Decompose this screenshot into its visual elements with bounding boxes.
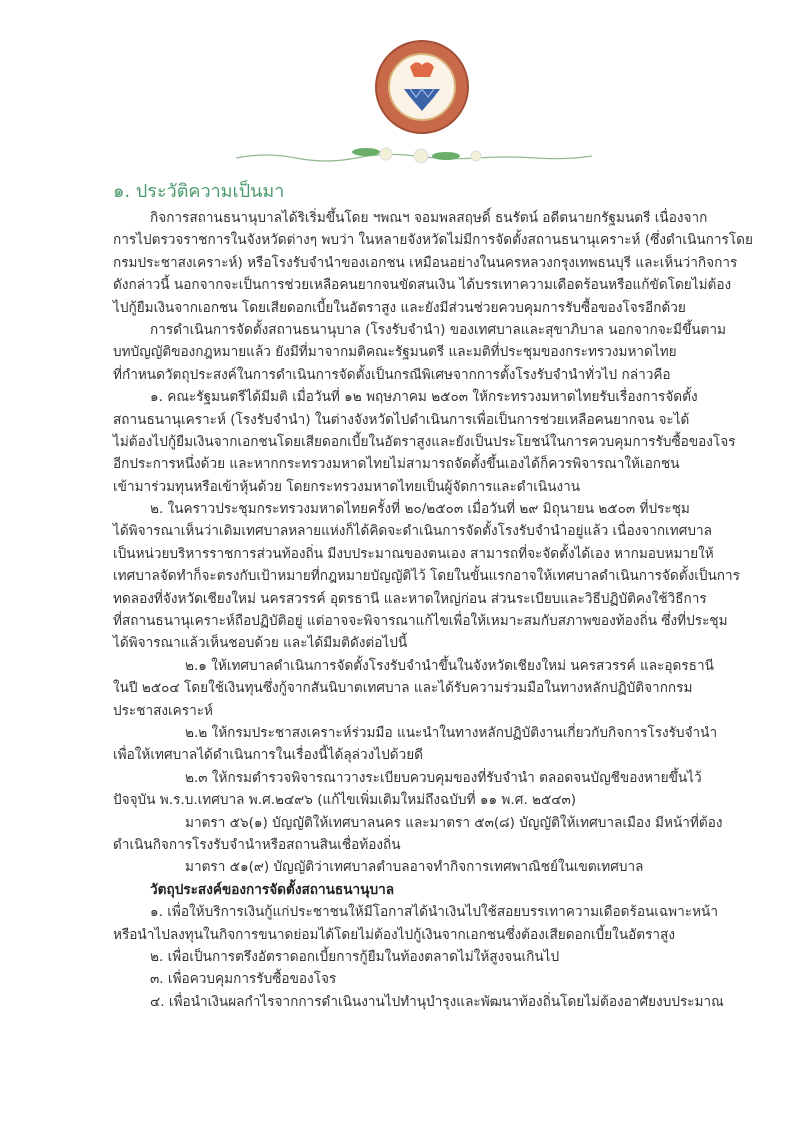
paragraph <box>113 767 733 812</box>
text-line: เพื่อให้เทศบาลได้ดำเนินการในเรื่องนี้ได้ลุล่วงไปด้วยดี <box>113 747 424 764</box>
text-line: ไปกู้ยืมเงินจากเอกชน โดยเสียดอกเบี้ยในอัตราสูง และยังมีส่วนช่วยควบคุมการรับซื้อของโจรอีกด้วย <box>113 299 686 316</box>
text-line: เป็นหน่วยบริหารราชการส่วนท้องถิ่น มีงบประมาณของตนเอง สามารถที่จะจัดตั้งได้เอง หากมอบหมายให้ <box>113 545 714 562</box>
text-line: เข้ามาร่วมทุนหรือเข้าหุ้นด้วย โดยกระทรวงมหาดไทยเป็นผู้จัดการและดำเนินงาน <box>113 478 581 495</box>
paragraph <box>113 498 740 655</box>
text-line: ที่กำหนดวัตถุประสงค์ในการดำเนินการจัดตั้งเป็นกรณีพิเศษจากการตั้งโรงรับจำนำทั่วไป กล่าวคือ <box>113 366 671 383</box>
paragraph <box>113 655 733 722</box>
paragraph <box>113 319 733 386</box>
organization-seal-logo <box>374 39 470 135</box>
paragraph <box>113 722 733 767</box>
text-line: ดังกล่าวนี้ นอกจากจะเป็นการช่วยเหลือคนยากจนขัดสนเงิน ได้บรรเทาความเดือดร้อนหรือแก้ขัดโดยไม่ต้อง <box>113 277 732 294</box>
text-line: ประชาสงเคราะห์ <box>113 702 213 719</box>
text-line: ๑. คณะรัฐมนตรีได้มีมติ เมื่อวันที่ ๑๒ พฤษภาคม ๒๕๐๓ ให้กระทรวงมหาดไทยรับเรื่องการจัดตั้ง <box>150 389 698 406</box>
paragraph <box>113 968 733 990</box>
text-line: มาตรา ๕๑(๙) บัญญัติว่าเทศบาลตำบลอาจทำกิจการเทศพาณิชย์ในเขตเทศบาล <box>185 859 644 876</box>
subsection-heading <box>113 879 733 901</box>
text-line: ดำเนินกิจการโรงรับจำนำหรือสถานสินเชื่อท้องถิ่น <box>113 836 401 853</box>
text-line: ๒. ในคราวประชุมกระทรวงมหาดไทยครั้งที่ ๒๐/๒๕๐๓ เมื่อวันที่ ๒๙ มิถุนายน ๒๕๐๓ ที่ประชุม <box>150 501 690 518</box>
text-line: ปัจจุบัน พ.ร.บ.เทศบาล พ.ศ.๒๔๙๖ (แก้ไขเพิ่มเติมใหม่ถึงฉบับที่ ๑๑ พ.ศ. ๒๕๔๓) <box>113 792 577 809</box>
paragraph <box>113 207 753 319</box>
text-line: ๒.๓ ให้กรมตำรวจพิจารณาวางระเบียบควบคุมของที่รับจำนำ ตลอดจนบัญชีของหายขึ้นไว้ <box>185 769 702 786</box>
text-line: ๔. เพื่อนำเงินผลกำไรจากการดำเนินงานไปทำนุบำรุงและพัฒนาท้องถิ่นโดยไม่ต้องอาศัยงบประมาณ <box>150 993 724 1010</box>
text-line: ๓. เพื่อควบคุมการรับซื้อของโจร <box>150 971 337 988</box>
text-line: อีกประการหนึ่งด้วย และหากกระทรวงมหาดไทยไม่สามารถจัดตั้งขึ้นเองได้ก็ควรพิจารณาให้เอกชน <box>113 456 680 473</box>
text-line: ๒.๑ ให้เทศบาลดำเนินการจัดตั้งโรงรับจำนำขึ้นในจังหวัดเชียงใหม่ นครสวรรค์ และอุดรธานี <box>185 657 714 674</box>
document-body <box>113 207 753 1013</box>
text-line: ทดลองที่จังหวัดเชียงใหม่ นครสวรรค์ อุดรธานี และหาดใหญ่ก่อน ส่วนระเบียบและวิธีปฏิบัติคงใช้วิธีการ <box>113 590 707 607</box>
text-line: ไม่ต้องไปกู้ยืมเงินจากเอกชนโดยเสียดอกเบี้ยในอัตราสูงและยังเป็นประโยชน์ในการควบคุมการรับซื้อของโจร <box>113 433 736 450</box>
text-line: ๑. เพื่อให้บริการเงินกู้แก่ประชาชนให้มีโอกาสได้นำเงินไปใช้สอยบรรเทาความเดือดร้อนเฉพาะหน้า <box>150 904 718 921</box>
text-line: ได้พิจารณาแล้วเห็นชอบด้วย และได้มีมติดังต่อไปนี้ <box>113 635 408 652</box>
text-line: สถานธนานุเคราะห์ (โรงรับจำนำ) ในต่างจังหวัดไปดำเนินการเพื่อเป็นการช่วยเหลือคนยากจน จะได้ <box>113 411 690 428</box>
text-line: การไปตรวจราชการในจังหวัดต่างๆ พบว่า ในหลายจังหวัดไม่มีการจัดตั้งสถานธนานุเคราะห์ (ซึ่งดำเนินการโดย <box>113 232 753 249</box>
text-line: เทศบาลจัดทำก็จะตรงกับเป้าหมายที่กฎหมายบัญญัติไว้ โดยในขั้นแรกอาจให้เทศบาลดำเนินการจัดตั้งเป็นการ <box>113 568 740 585</box>
paragraph <box>113 991 733 1013</box>
paragraph <box>113 901 733 946</box>
decorative-vine-divider <box>236 140 592 166</box>
text-line: กิจการสถานธนานุบาลได้ริเริ่มขึ้นโดย ฯพณฯ จอมพลสฤษดิ์ ธนรัตน์ อดีตนายกรัฐมนตรี เนื่องจาก <box>150 210 708 226</box>
text-line: มาตรา ๕๖(๑) บัญญัติให้เทศบาลนคร และมาตรา ๕๓(๘) บัญญัติให้เทศบาลเมือง มีหน้าที่ต้อง <box>185 814 723 831</box>
text-line: ในปี ๒๕๐๔ โดยใช้เงินทุนซึ่งกู้จากสันนิบาตเทศบาล และได้รับความร่วมมือในทางหลักปฏิบัติจากกรม <box>113 680 693 697</box>
paragraph <box>113 946 733 968</box>
section-heading: ๑. ประวัติความเป็นมา <box>113 181 285 202</box>
text-line: กรมประชาสงเคราะห์) หรือโรงรับจำนำของเอกชน เหมือนอย่างในนครหลวงกรุงเทพธนบุรี และเห็นว่ากิจการ <box>113 254 738 271</box>
text-line: ๒.๒ ให้กรมประชาสงเคราะห์ร่วมมือ แนะนำในทางหลักปฏิบัติงานเกี่ยวกับกิจการโรงรับจำนำ <box>185 724 718 741</box>
text-line: ได้พิจารณาเห็นว่าเดิมเทศบาลหลายแห่งก็ได้คิดจะดำเนินการจัดตั้งโรงรับจำนำอยู่แล้ว เนื่องจากเทศบาล <box>113 523 712 540</box>
paragraph <box>113 856 733 878</box>
text-line: ๒. เพื่อเป็นการตรึงอัตราดอกเบี้ยการกู้ยืมในท้องตลาดไม่ให้สูงจนเกินไป <box>150 948 560 965</box>
paragraph <box>113 386 736 498</box>
text-line: วัตถุประสงค์ของการจัดตั้งสถานธนานุบาล <box>150 881 395 898</box>
text-line: หรือนำไปลงทุนในกิจการขนาดย่อมได้โดยไม่ต้องไปกู้เงินจากเอกชนซึ่งต้องเสียดอกเบี้ยในอัตราสูง <box>113 926 675 943</box>
paragraph <box>113 812 733 857</box>
text-line: ที่สถานธนานุเคราะห์ถือปฏิบัติอยู่ แต่อาจจะพิจารณาแก้ไขเพื่อให้เหมาะสมกับสภาพของท้องถิ่น ซึ่งที่ประชุม <box>113 613 728 630</box>
text-line: บทบัญญัติของกฎหมายแล้ว ยังมีที่มาจากมติคณะรัฐมนตรี และมติที่ประชุมของกระทรวงมหาดไทย <box>113 344 677 361</box>
text-line: การดำเนินการจัดตั้งสถานธนานุบาล (โรงรับจำนำ) ของเทศบาลและสุขาภิบาล นอกจากจะมีขึ้นตาม <box>150 321 726 338</box>
